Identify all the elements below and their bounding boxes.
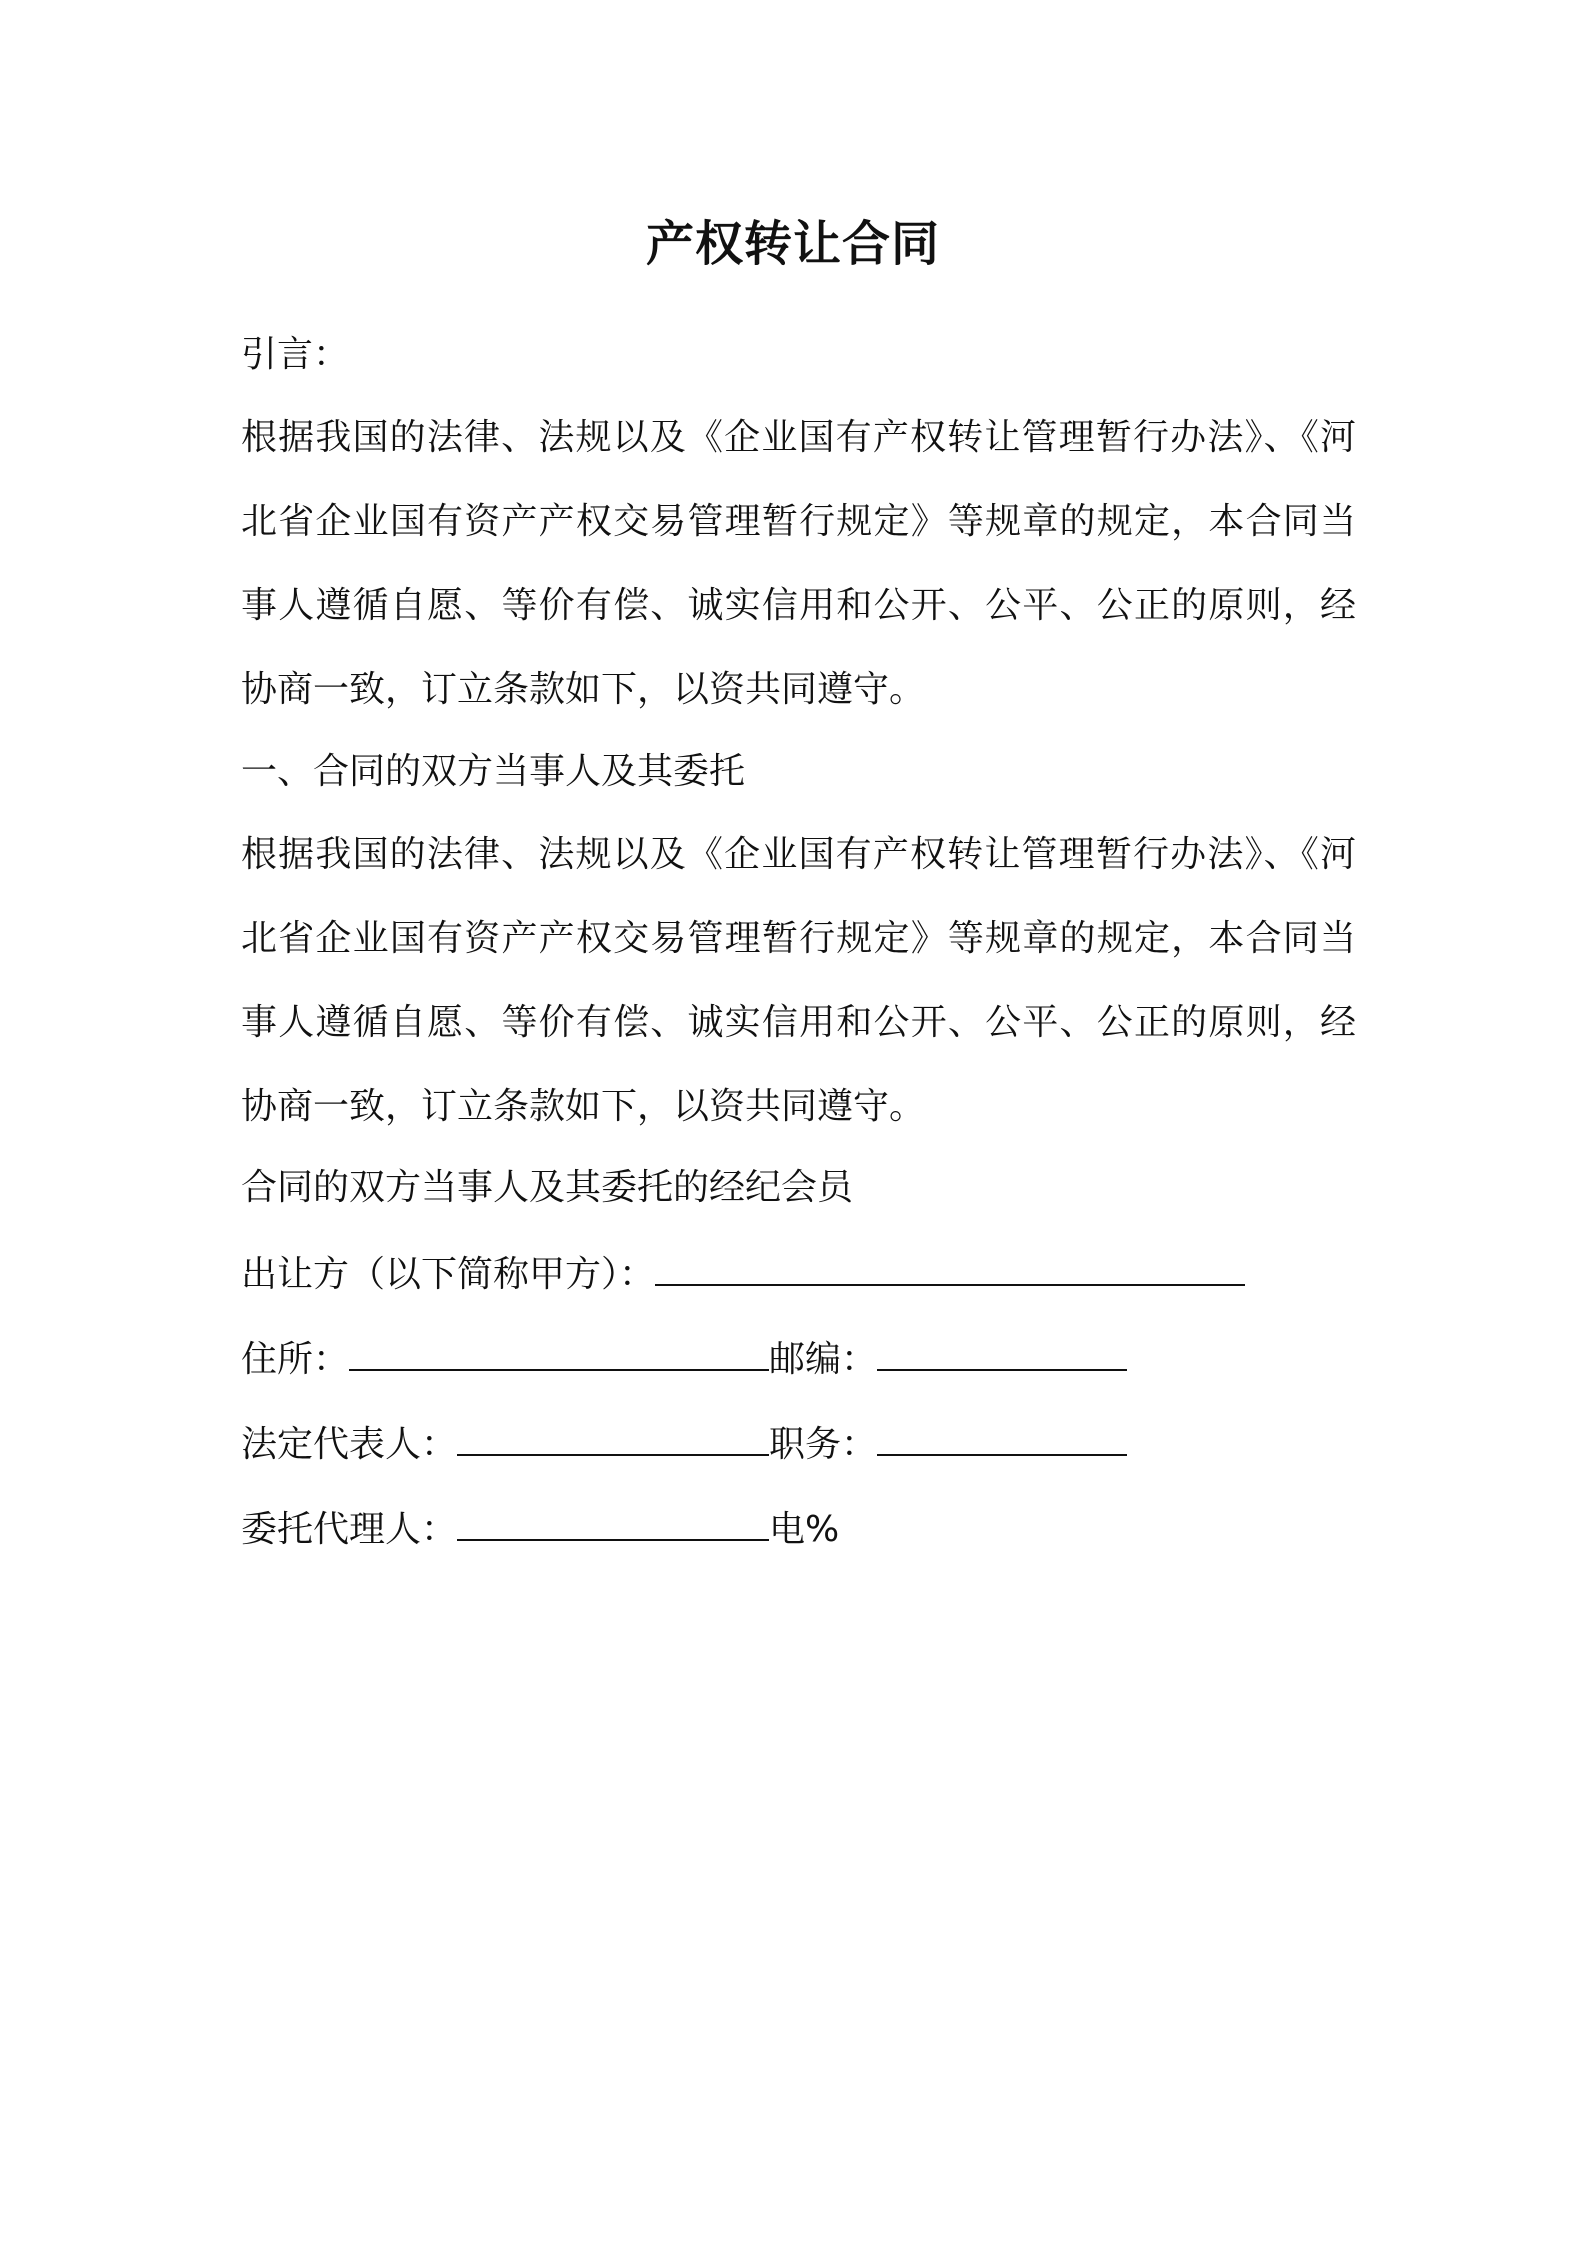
position-blank[interactable] xyxy=(877,1418,1127,1456)
address-row xyxy=(241,1333,1127,1385)
legal-rep-label: 法定代表人： xyxy=(241,1424,458,1465)
intro-paragraph: 根据我国的法律、法规以及《企业国有产权转让管理暂行办法》、《河北省企业国有资产产权交易管理暂行规定》等规章的规定，本合同当事人遵循自愿、等价有偿、诚实信用和公开、公平、公正的原则，经协商一致，订立条款如下，以资共同遵守。 xyxy=(241,417,1356,710)
agent-row xyxy=(241,1503,839,1555)
transferor-row xyxy=(241,1248,1245,1300)
transferor-blank[interactable] xyxy=(655,1248,1245,1286)
agent-label: 委托代理人： xyxy=(241,1509,458,1550)
phone-label: 电% xyxy=(769,1509,840,1550)
parties-heading: 合同的双方当事人及其委托的经纪会员 xyxy=(241,1167,854,1208)
legal-rep-blank[interactable] xyxy=(457,1418,769,1456)
intro-label: 引言： xyxy=(241,334,350,375)
section-one-paragraph: 根据我国的法律、法规以及《企业国有产权转让管理暂行办法》、《河北省企业国有资产产权交易管理暂行规定》等规章的规定，本合同当事人遵循自愿、等价有偿、诚实信用和公开、公平、公正的原则，经协商一致，订立条款如下，以资共同遵守。 xyxy=(241,834,1356,1127)
position-label: 职务： xyxy=(769,1424,878,1465)
document-title: 产权转让合同 xyxy=(645,216,940,272)
legal-rep-row xyxy=(241,1418,1127,1470)
postcode-blank[interactable] xyxy=(877,1333,1127,1371)
postcode-label: 邮编： xyxy=(769,1339,878,1380)
address-label: 住所： xyxy=(241,1339,350,1380)
transferor-label: 出让方（以下简称甲方）： xyxy=(241,1254,656,1295)
agent-blank[interactable] xyxy=(457,1503,769,1541)
section-one-heading: 一、合同的双方当事人及其委托 xyxy=(241,751,746,792)
address-blank[interactable] xyxy=(349,1333,769,1371)
